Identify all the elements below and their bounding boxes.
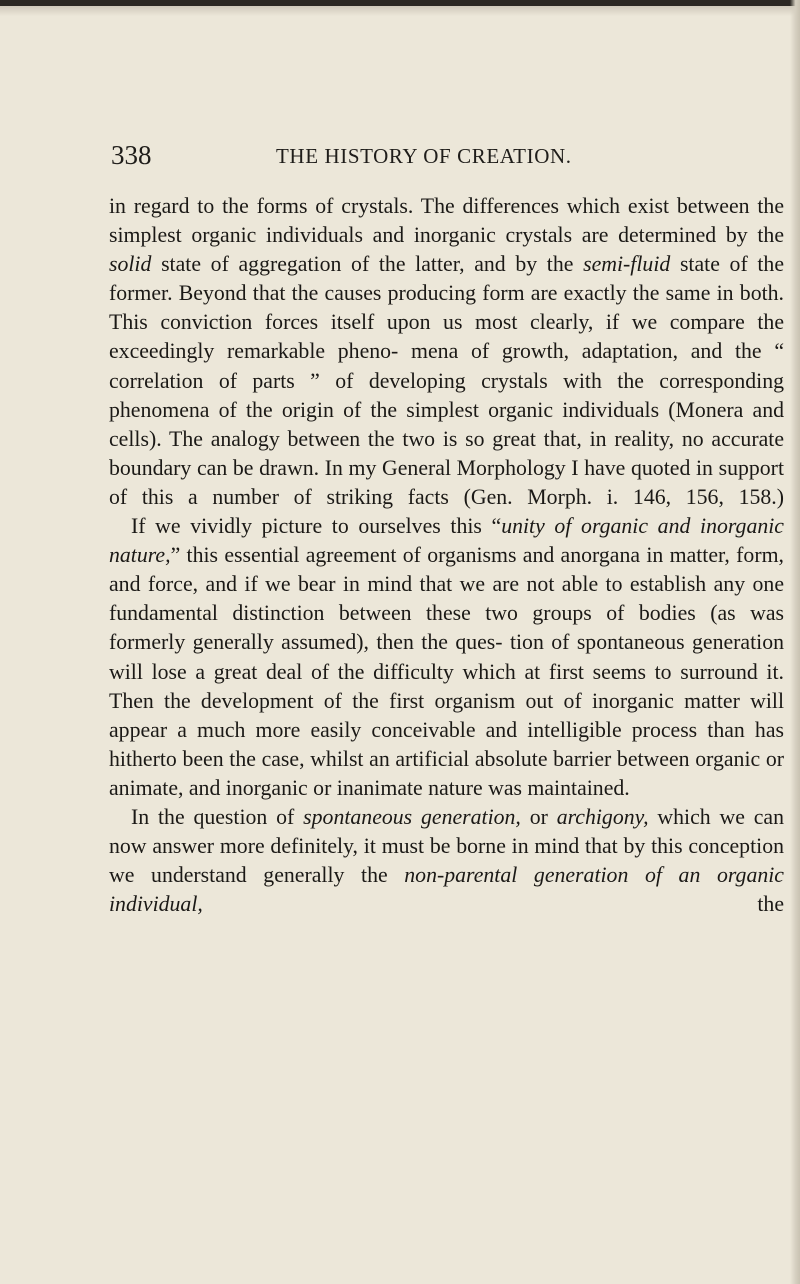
text-run: ” this essential agreement of organisms and anorgana in matter, form, and force, and if we bear in mind that we are not able to establish any one fundamental distinction between these two groups of bodies (as was formerly generally assumed), then the ques- tion of spontaneous generation will lose a great deal of the difficulty which at first seems to surround it. Then the development of the first organism out of inorganic matter will appear a much more easily conceivable and intelligible process than has hitherto been the case, whilst an artificial absolute barrier between organic or animate, and inorganic or inanimate nature was maintained. <box>109 543 784 800</box>
italic-text: semi-fluid <box>583 252 671 277</box>
running-title: THE HISTORY OF CREATION. <box>276 144 572 168</box>
page-right-edge <box>790 0 800 1284</box>
text-run: in regard to the forms of crystals. The differences which exist between the simplest organic individuals and inorganic crystals are determined by the <box>109 194 784 248</box>
body-text <box>109 192 784 919</box>
text-run: In the question of <box>131 804 304 829</box>
italic-text: non-parental generation of an organic individual, <box>109 863 784 917</box>
page-top-shadow <box>0 6 800 16</box>
text-run: or <box>520 804 557 829</box>
text-run: state of the former. Beyond that the causes producing form are exactly the same in both. This conviction forces itself upon us most clearly, if we compare the exceedingly remarkable pheno- mena of growth, adaptation, and the “ correlation of parts ” of developing crystals with the corresponding phenomena of the origin of the simplest organic individuals (Monera and cells). The analogy between the two is so great that, in reality, no accurate boundary can be drawn. In my General Morphology I have quoted in support of this a number of striking facts (Gen. Morph. i. 146, 156, 158.) <box>109 252 785 509</box>
italic-text: solid <box>109 252 152 277</box>
text-run: If we vividly picture to ourselves this “ <box>131 514 502 539</box>
italic-text: unity of organic and inorganic nature, <box>109 514 784 568</box>
text-run: state of aggregation of the latter, and by the <box>151 252 584 277</box>
running-header <box>111 137 711 177</box>
text-run: the <box>202 892 784 917</box>
italic-text: archigony, <box>556 804 649 829</box>
paragraph-2 <box>109 512 784 803</box>
paragraph-3 <box>109 803 784 919</box>
italic-text: spontaneous generation, <box>303 804 521 829</box>
text-run: which we can now answer more definitely, it must be borne in mind that by this conception we understand generally the <box>109 804 785 888</box>
page-number: 338 <box>111 140 152 170</box>
paragraph-1 <box>109 192 784 512</box>
